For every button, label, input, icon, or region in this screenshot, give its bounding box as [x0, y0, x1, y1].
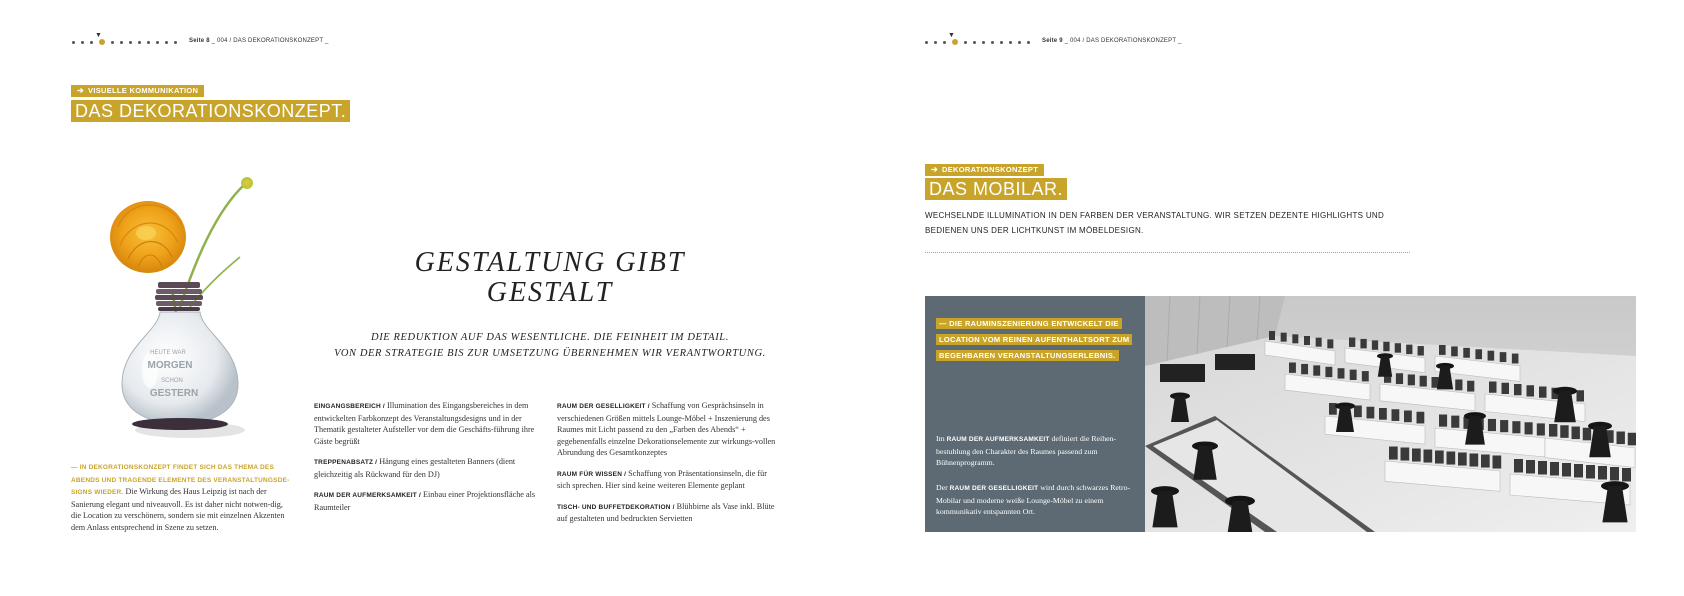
- chair: [1500, 352, 1507, 362]
- page-dot[interactable]: [165, 41, 168, 44]
- chair: [1489, 382, 1497, 393]
- chair: [1289, 363, 1296, 373]
- chair: [1313, 365, 1320, 375]
- page-marker-icon: ▼: [95, 32, 102, 39]
- cocktail-table-body: [1336, 406, 1354, 432]
- chair: [1327, 339, 1333, 348]
- chair: [1406, 345, 1412, 354]
- column-item: [557, 501, 782, 525]
- lounge-sofa: [1160, 364, 1205, 382]
- chair: [1527, 385, 1535, 396]
- caption-lead: — IN DEKORATIONSKONZEPT FINDET SICH DAS THEMA DES ABENDS UND TRAGENDE ELEMENTE DES VERANSTALTUNGSDE-SIGNS WIEDER.: [71, 464, 290, 496]
- chair: [1269, 331, 1275, 340]
- cocktail-table-body: [1193, 446, 1216, 480]
- chair: [1367, 407, 1375, 419]
- page-section: _ 004 / DAS DEKORATIONSKONZEPT _: [1062, 38, 1182, 44]
- render-furniture: [1145, 296, 1636, 532]
- main-quote: [390, 248, 710, 308]
- page-dot[interactable]: [982, 41, 985, 44]
- page-dot[interactable]: [174, 41, 177, 44]
- room-render-image: [1145, 296, 1636, 532]
- page-dot[interactable]: [81, 41, 84, 44]
- vase-text-line: GESTERN: [149, 388, 199, 399]
- chair: [1354, 406, 1362, 418]
- chair: [1349, 338, 1355, 347]
- item-text: Schaffung von Gesprächsinseln in verschiedenen Größen mittels Lounge-Möbel + Inszenierung des Raumes mit Licht passend zu den „Farben des Abends“ + gegebenenfalls einzelne Dekorationselemente zur wirkungs-vollen Abrundung des Gesamtkonzeptes: [557, 401, 776, 457]
- page-dot[interactable]: [943, 41, 946, 44]
- chair: [1598, 466, 1607, 480]
- chair: [1338, 368, 1345, 378]
- vase-text-line: HEUTE WAR: [150, 350, 186, 356]
- arrow-right-icon: ➔: [931, 165, 939, 174]
- chair: [1617, 432, 1625, 445]
- chair: [1572, 427, 1580, 440]
- panel-text: Der: [936, 483, 950, 492]
- chair: [1417, 412, 1425, 424]
- chair: [1383, 342, 1389, 351]
- panel-text: definiert die Reihen-bestuhlung den Charakter des Raumes passend zum Bühnenprogramm.: [936, 434, 1117, 467]
- page-dot-active[interactable]: [952, 39, 958, 45]
- chair: [1435, 451, 1444, 464]
- chair: [1304, 336, 1310, 345]
- chair: [1622, 468, 1631, 482]
- chair: [1475, 349, 1482, 359]
- section-tag-label: DEKORATIONSKONZEPT: [942, 165, 1039, 174]
- panel-highlight-text: — DIE RAUMINSZENIERUNG ENTWICKELT DIE LOCATION VOM REINEN AUFENTHALTSORT ZUM BEGEHBAREN VERANSTALTUNGSERLEBNIS.: [936, 318, 1132, 361]
- panel-paragraph: [936, 433, 1136, 469]
- cocktail-table-body: [1227, 501, 1254, 532]
- column-item: [557, 468, 782, 492]
- chair: [1420, 376, 1427, 387]
- flower-vase-illustration: [100, 172, 285, 447]
- chair: [1538, 461, 1547, 475]
- chair: [1512, 354, 1519, 364]
- chair: [1586, 465, 1595, 479]
- page-dot[interactable]: [934, 41, 937, 44]
- page-dot[interactable]: [72, 41, 75, 44]
- info-panel: [925, 296, 1145, 532]
- item-key: RAUM FÜR WISSEN /: [557, 470, 627, 478]
- chair: [1408, 375, 1415, 386]
- page-nav-right: [925, 32, 1182, 49]
- column-item: [314, 400, 539, 447]
- item-text: Schaffung von Präsentationsinseln, die für sich sprechen. Hier sind keine weiteren Elemente geplant: [557, 468, 767, 490]
- item-text: Einbau einer Projektionsfläche als Raumteiler: [314, 490, 536, 512]
- sub-quote-line: DIE REDUKTION AUF DAS WESENTLICHE. DIE FEINHEIT IM DETAIL.: [371, 332, 729, 343]
- flower-vase-image: [100, 172, 285, 447]
- page-dot[interactable]: [973, 41, 976, 44]
- page-dot[interactable]: [147, 41, 150, 44]
- column-item: [314, 456, 539, 480]
- text-column-right: [557, 400, 782, 534]
- page-number: Seite 9: [1042, 38, 1063, 44]
- sub-quote-line: VON DER STRATEGIE BIS ZUR UMSETZUNG ÜBERNEHMEN WIR VERANTWORTUNG.: [334, 348, 766, 359]
- chair: [1502, 383, 1510, 394]
- image-caption: [71, 461, 291, 533]
- chair: [1514, 459, 1523, 473]
- chair: [1539, 387, 1547, 398]
- chair: [1550, 462, 1559, 476]
- chair: [1560, 425, 1568, 438]
- chair: [1281, 333, 1287, 342]
- item-text: Illumination des Eingangsbereiches in dem entwickelten Farbkonzept des Veranstaltungsdesigns und in der Thematik gestalteter Aufsteller vor dem die Geschäfts-führung ihre Gäste begrüßt: [314, 401, 535, 446]
- page-indicator-dots: [72, 39, 177, 45]
- page-dot[interactable]: [120, 41, 123, 44]
- chair: [1439, 415, 1447, 427]
- chair: [1610, 467, 1619, 481]
- column-item: [314, 489, 539, 513]
- page-title: DAS MOBILAR.: [925, 178, 1067, 200]
- chair: [1537, 423, 1545, 435]
- item-key: TREPPENABSATZ /: [314, 459, 378, 466]
- item-key: RAUM DER GESELLIGKEIT /: [557, 403, 650, 410]
- chair: [1350, 370, 1357, 380]
- vase-text-line: MORGEN: [147, 360, 193, 371]
- chair: [1395, 343, 1401, 352]
- chair: [1583, 428, 1591, 441]
- furniture-layer: [1145, 296, 1636, 532]
- panel-text: Im: [936, 434, 947, 443]
- chair: [1562, 463, 1571, 477]
- chair: [1463, 348, 1470, 358]
- section-tag: [71, 85, 204, 97]
- arrow-right-icon: ➔: [77, 86, 85, 95]
- section-tag: [925, 164, 1044, 176]
- page-dot[interactable]: [1027, 41, 1030, 44]
- chair: [1329, 403, 1337, 415]
- page-dot-active[interactable]: [99, 39, 105, 45]
- chair: [1526, 460, 1535, 474]
- chair: [1628, 433, 1636, 446]
- page-title: DAS DEKORATIONSKONZEPT.: [71, 100, 350, 122]
- chair: [1467, 381, 1474, 392]
- chair: [1396, 373, 1403, 384]
- chair: [1577, 390, 1585, 401]
- page-label: [189, 37, 329, 45]
- panel-paragraph: [936, 482, 1136, 518]
- intro-text: WECHSELNDE ILLUMINATION IN DEN FARBEN DER VERANSTALTUNG. WIR SETZEN DEZENTE HIGHLIGHTS UND BEDIENEN UNS DER LICHTKUNST IM MÖBELDESIGN.: [925, 211, 1385, 235]
- chair: [1488, 351, 1495, 361]
- page-nav-left: [72, 32, 329, 49]
- text-column-left: [314, 400, 539, 522]
- chair: [1325, 367, 1332, 377]
- lounge-sofa: [1215, 354, 1255, 370]
- page-dot[interactable]: [111, 41, 114, 44]
- panel-text: wird durch schwarzes Retro-Mobilar und moderne weiße Lounge-Möbel zu einem kommunikativ entspannten Ort.: [936, 483, 1131, 516]
- panel-key: RAUM DER GESELLIGKEIT: [949, 485, 1039, 492]
- chair: [1525, 422, 1533, 434]
- page-dot[interactable]: [991, 41, 994, 44]
- page-dot[interactable]: [129, 41, 132, 44]
- chair: [1574, 464, 1583, 478]
- page-marker-icon: ▼: [948, 32, 955, 39]
- chair: [1418, 346, 1424, 355]
- page-section: _ 004 / DAS DEKORATIONSKONZEPT _: [209, 38, 329, 44]
- panel-key: RAUM DER AUFMERKSAMKEIT: [946, 436, 1050, 443]
- chair: [1439, 345, 1446, 355]
- item-key: TISCH- UND BUFFETDEKORATION /: [557, 503, 675, 511]
- page-number: Seite 8: [189, 38, 210, 44]
- dotted-divider: [925, 252, 1410, 253]
- chair: [1451, 346, 1458, 356]
- cocktail-table-body: [1171, 396, 1189, 422]
- chair: [1488, 419, 1496, 431]
- vase-text-line: SCHON: [161, 378, 183, 384]
- chair: [1301, 364, 1308, 374]
- caption-text: Die Wirkung des Haus Leipzig ist nach der Sanierung elegant und niveauvoll. Es ist daher nicht notwen-dig, die Location zu verschönern, sondern sie mit einzelnen Akzenten dem Anlass entsprechend in Szene zu setzen.: [71, 487, 285, 532]
- chair: [1412, 449, 1421, 462]
- chair: [1514, 384, 1522, 395]
- chair: [1379, 408, 1387, 420]
- chair: [1500, 420, 1508, 432]
- main-quote-line: GESTALTUNG GIBT: [414, 247, 686, 278]
- page-label: [1042, 37, 1182, 45]
- chair: [1389, 447, 1398, 460]
- panel-highlight: [936, 316, 1136, 364]
- section-tag-label: VISUELLE KOMMUNIKATION: [88, 86, 199, 95]
- page-dot[interactable]: [138, 41, 141, 44]
- chair: [1360, 339, 1366, 348]
- table: [1265, 341, 1335, 365]
- chair: [1470, 454, 1479, 467]
- chair: [1424, 450, 1433, 463]
- chair: [1451, 416, 1459, 428]
- item-text: Blühbirne als Vase inkl. Blüte auf gestalteten und bedruckten Servietten: [557, 501, 775, 523]
- chair: [1493, 456, 1502, 469]
- page-dot[interactable]: [964, 41, 967, 44]
- page-dot[interactable]: [1018, 41, 1021, 44]
- column-item: [557, 400, 782, 459]
- chair: [1392, 409, 1400, 421]
- chair: [1512, 421, 1520, 433]
- main-quote-line: GESTALT: [486, 277, 614, 308]
- page-dot[interactable]: [1009, 41, 1012, 44]
- page-indicator-dots: [925, 39, 1030, 45]
- item-key: EINGANGSBEREICH /: [314, 403, 385, 410]
- chair: [1292, 334, 1298, 343]
- cocktail-table-body: [1152, 491, 1177, 527]
- sub-quote: [310, 330, 790, 362]
- item-text: Hängung eines gestalteten Banners (dient gleichzeitig als Rückwand für den DJ): [314, 457, 516, 479]
- chair: [1481, 455, 1490, 468]
- chair: [1455, 380, 1462, 391]
- chair: [1549, 424, 1557, 437]
- chair: [1458, 453, 1467, 466]
- chair: [1401, 448, 1410, 461]
- chair: [1404, 411, 1412, 423]
- page-dot[interactable]: [1000, 41, 1003, 44]
- page-dot[interactable]: [90, 41, 93, 44]
- table: [1285, 374, 1370, 400]
- chair: [1362, 371, 1369, 381]
- page-dot[interactable]: [925, 41, 928, 44]
- chair: [1316, 338, 1322, 347]
- page-dot[interactable]: [156, 41, 159, 44]
- chair: [1447, 452, 1456, 465]
- chair: [1372, 340, 1378, 349]
- item-key: RAUM DER AUFMERKSAMKEIT /: [314, 492, 421, 499]
